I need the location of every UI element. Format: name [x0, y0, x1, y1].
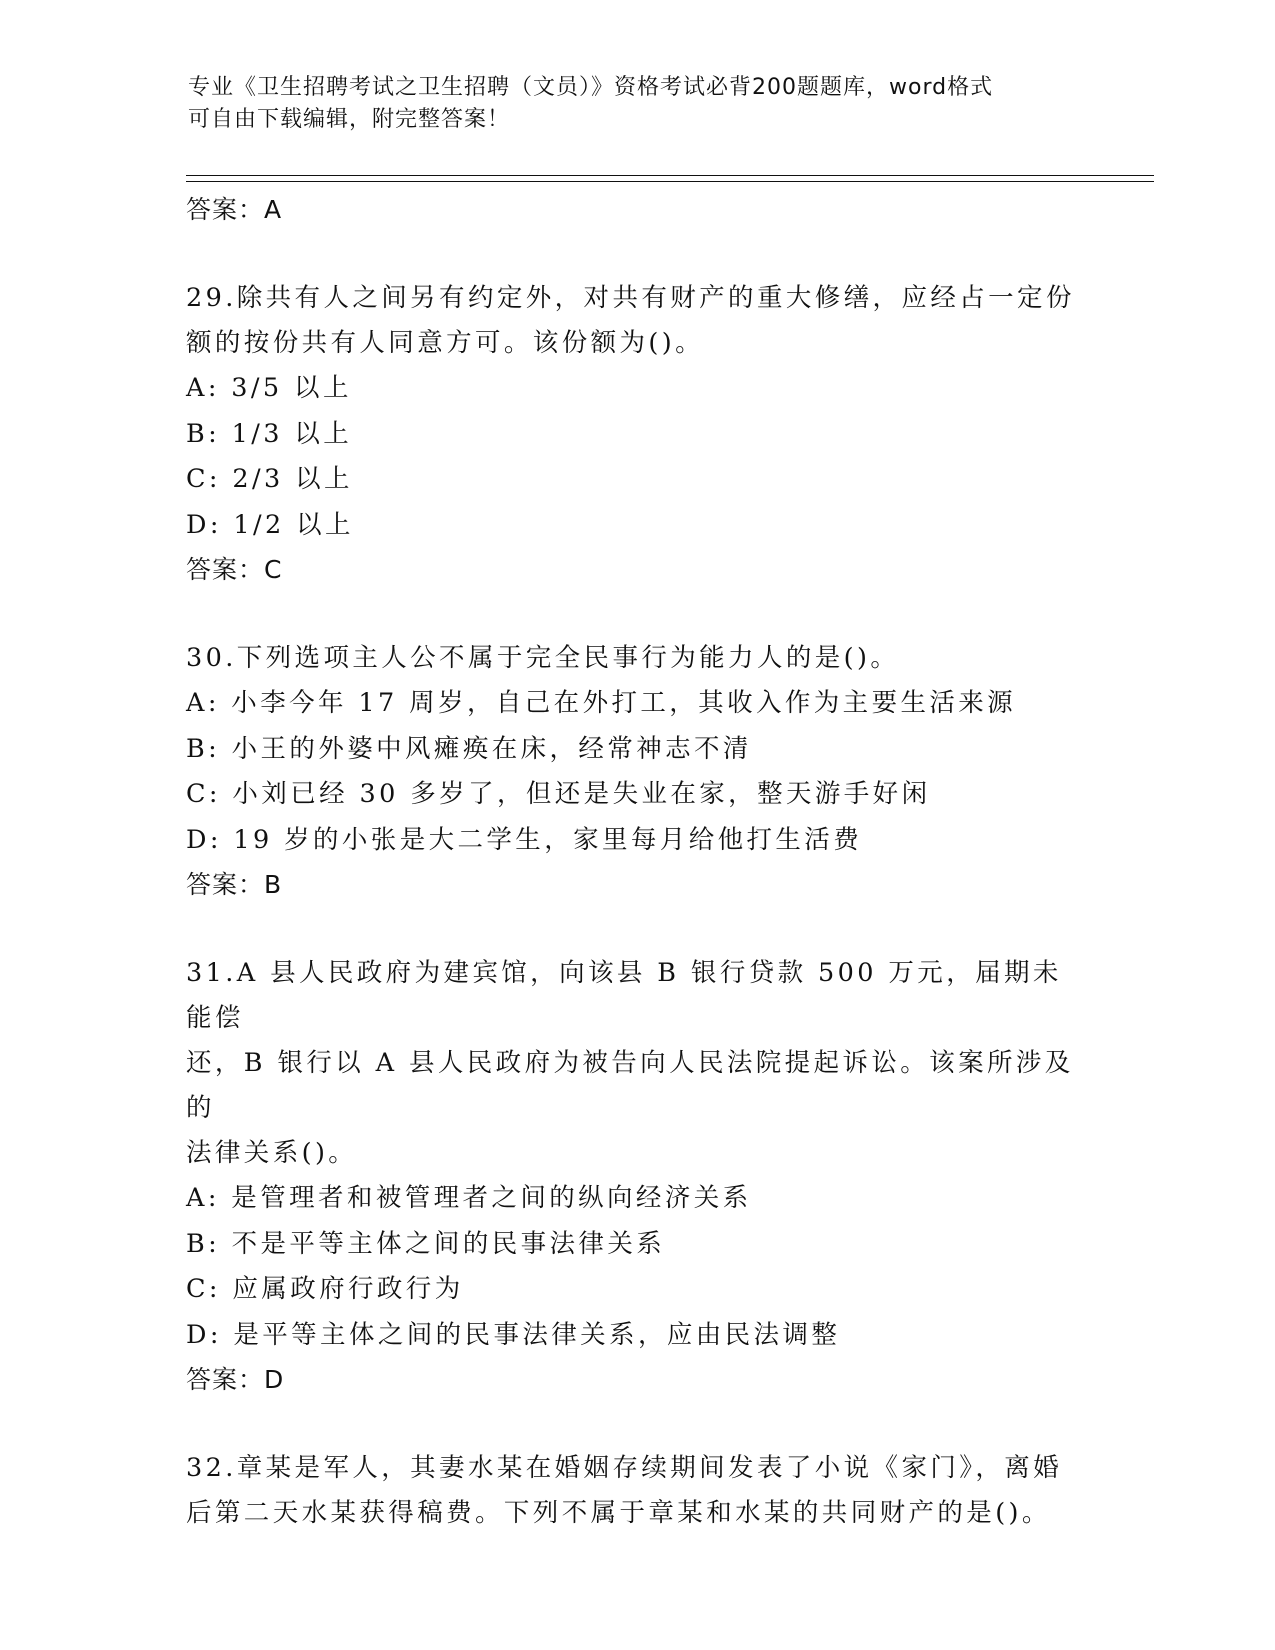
question-31: [186, 951, 1086, 1402]
question-stem-line: 还，B 银行以 A 县人民政府为被告向人民法院提起诉讼。该案所涉及的: [186, 1048, 1074, 1123]
option-a: A: 3/5 以上: [186, 373, 352, 403]
option-a: A: 是管理者和被管理者之间的纵向经济关系: [186, 1183, 752, 1213]
option-d: D: 是平等主体之间的民事法律关系，应由民法调整: [186, 1319, 841, 1350]
option-c: C: 应属政府行政行为: [186, 1274, 464, 1304]
question-stem-line: 32.章某是军人，其妻水某在婚姻存续期间发表了小说《家门》，离婚: [186, 1453, 1063, 1483]
question-32: [186, 1446, 1086, 1536]
spacer: [186, 1402, 1086, 1446]
question-stem-line: 31.A 县人民政府为建宾馆，向该县 B 银行贷款 500 万元，届期未能偿: [186, 958, 1062, 1033]
option-a: A: 小李今年 17 周岁，自己在外打工，其收入作为主要生活来源: [186, 688, 1017, 718]
option-d: D: 1/2 以上: [186, 509, 354, 540]
question-stem-line: 法律关系()。: [186, 1138, 358, 1168]
header-divider-bottom: [186, 181, 1154, 182]
question-stem-line: 30.下列选项主人公不属于完全民事行为能力人的是()。: [186, 643, 900, 673]
question-stem-line: 29.除共有人之间另有约定外，对共有财产的重大修缮，应经占一定份: [186, 283, 1075, 313]
spacer: [186, 592, 1086, 636]
answer-line: 答案：D: [186, 1365, 285, 1394]
header-line-2: 可自由下载编辑，附完整答案！: [188, 107, 511, 132]
option-b: B: 不是平等主体之间的民事法律关系: [186, 1228, 666, 1259]
answer-line: 答案：B: [186, 870, 283, 899]
option-b: B: 1/3 以上: [186, 418, 353, 449]
question-29: [186, 276, 1086, 592]
answer-line-prev: 答案：A: [186, 195, 283, 224]
spacer: [186, 232, 1086, 276]
header-divider-top: [186, 175, 1154, 176]
spacer: [186, 907, 1086, 951]
answer-line: 答案：C: [186, 555, 283, 584]
question-stem-line: 后第二天水某获得稿费。下列不属于章某和水某的共同财产的是()。: [186, 1498, 1051, 1528]
option-d: D: 19 岁的小张是大二学生，家里每月给他打生活费: [186, 824, 863, 855]
question-stem-line: 额的按份共有人同意方可。该份额为()。: [186, 328, 704, 358]
document-header: [188, 72, 1088, 136]
option-c: C: 小刘已经 30 多岁了，但还是失业在家，整天游手好闲: [186, 779, 931, 809]
header-line-1: 专业《卫生招聘考试之卫生招聘（文员）》资格考试必背200题题库，word格式: [188, 75, 994, 100]
option-b: B: 小王的外婆中风瘫痪在床，经常神志不清: [186, 733, 752, 764]
question-content: [186, 188, 1086, 1536]
question-30: [186, 636, 1086, 907]
option-c: C: 2/3 以上: [186, 464, 353, 494]
